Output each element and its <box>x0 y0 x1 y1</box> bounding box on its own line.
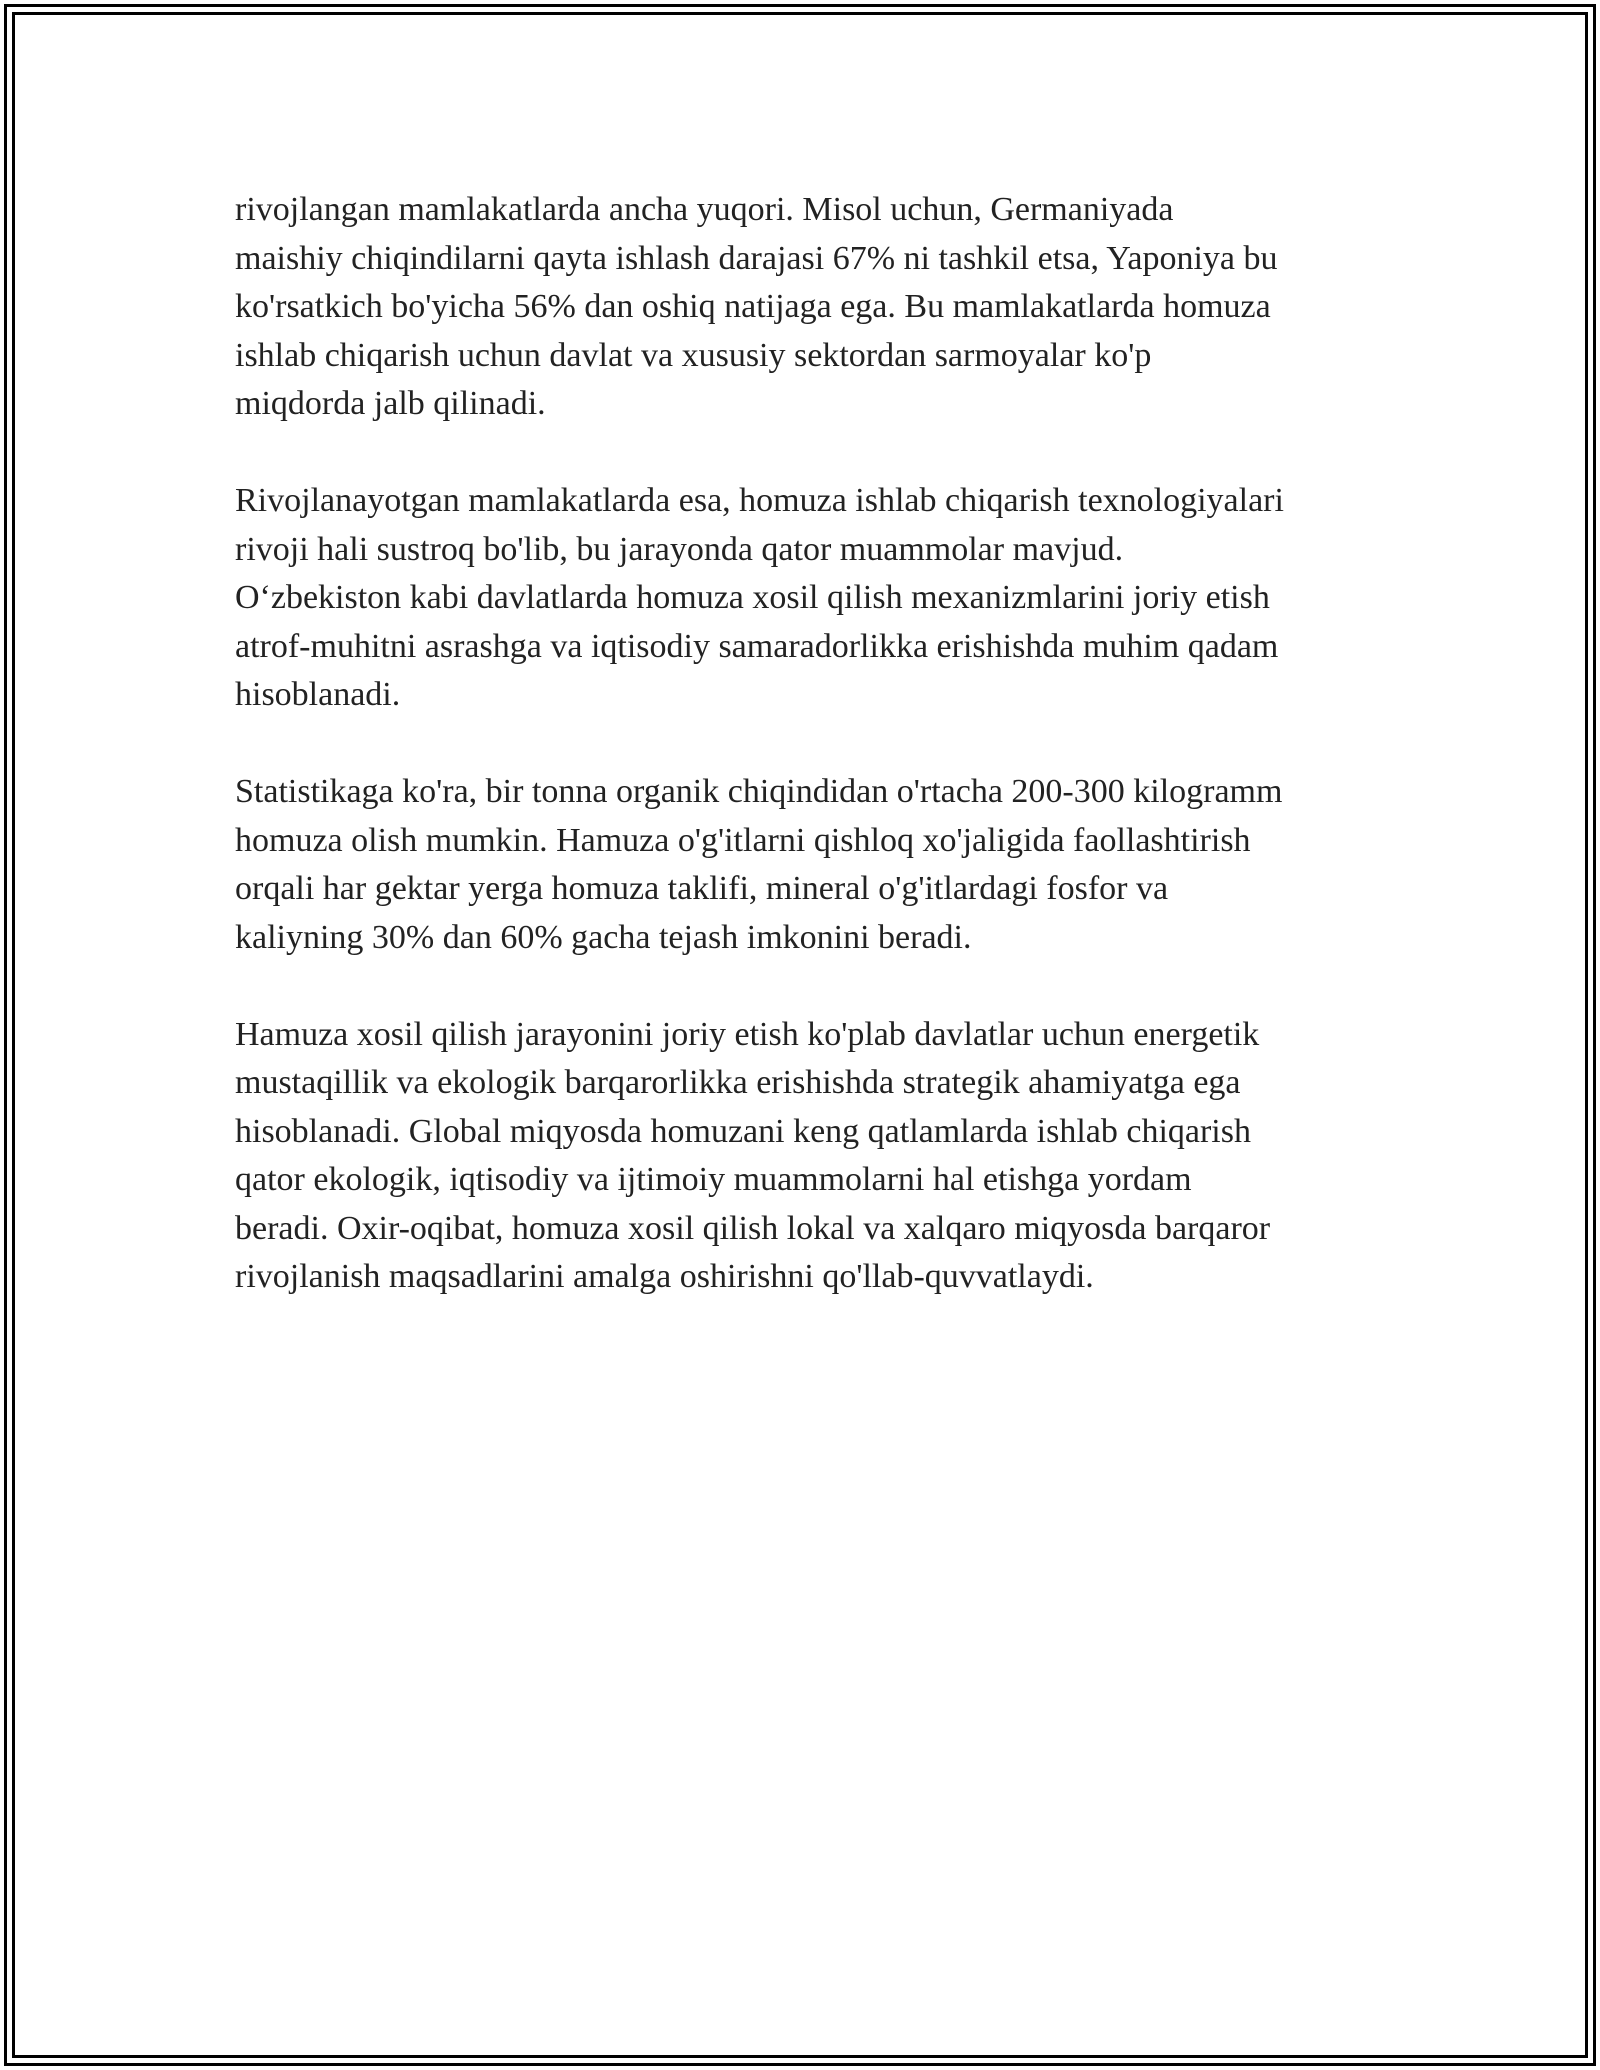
paragraph-4 <box>235 1011 1380 1302</box>
text-line: orqali har gektar yerga homuza taklifi, mineral o'g'itlardagi fosfor va <box>235 870 1169 907</box>
text-line: Statistikaga ko'ra, bir tonna organik chiqindidan o'rtacha 200-300 kilogramm <box>235 773 1283 810</box>
text-line: rivoji hali sustroq bo'lib, bu jarayonda qator muammolar mavjud. <box>235 530 1124 568</box>
text-line: Hamuza xosil qilish jarayonini joriy etish ko'plab davlatlar uchun energetik <box>235 1015 1260 1053</box>
text-line: qator ekologik, iqtisodiy va ijtimoiy muammolarni hal etishga yordam <box>235 1161 1192 1198</box>
paragraph-3 <box>235 768 1380 962</box>
text-line: beradi. Oxir-oqibat, homuza xosil qilish lokal va xalqaro miqyosda barqaror <box>235 1209 1271 1247</box>
document-body <box>235 186 1380 1350</box>
text-line: ishlab chiqarish uchun davlat va xususiy sektordan sarmoyalar ko'p <box>235 336 1152 374</box>
paragraph-2 <box>235 477 1380 720</box>
text-line: Rivojlanayotgan mamlakatlarda esa, homuza ishlab chiqarish texnologiyalari <box>235 482 1284 519</box>
text-line: ko'rsatkich bo'yicha 56% dan oshiq natijaga ega. Bu mamlakatlarda homuza <box>235 288 1271 325</box>
text-line: hisoblanadi. <box>235 676 401 713</box>
text-line: atrof-muhitni asrashga va iqtisodiy samaradorlikka erishishda muhim qadam <box>235 627 1279 665</box>
text-line: O‘zbekiston kabi davlatlarda homuza xosil qilish mexanizmlarini joriy etish <box>235 579 1270 616</box>
text-line: rivojlanish maqsadlarini amalga oshirishni qo'llab-quvvatlaydi. <box>235 1258 1094 1295</box>
text-line: homuza olish mumkin. Hamuza o'g'itlarni qishloq xo'jaligida faollashtirish <box>235 821 1251 859</box>
text-line: maishiy chiqindilarni qayta ishlash darajasi 67% ni tashkil etsa, Yaponiya bu <box>235 239 1278 277</box>
text-line: hisoblanadi. Global miqyosda homuzani keng qatlamlarda ishlab chiqarish <box>235 1112 1251 1150</box>
text-line: kaliyning 30% dan 60% gacha tejash imkonini beradi. <box>235 918 972 956</box>
text-line: rivojlangan mamlakatlarda ancha yuqori. Misol uchun, Germaniyada <box>235 191 1174 228</box>
text-line: mustaqillik va ekologik barqarorlikka erishishda strategik ahamiyatga ega <box>235 1064 1241 1101</box>
paragraph-1 <box>235 186 1380 429</box>
text-line: miqdorda jalb qilinadi. <box>235 385 546 422</box>
